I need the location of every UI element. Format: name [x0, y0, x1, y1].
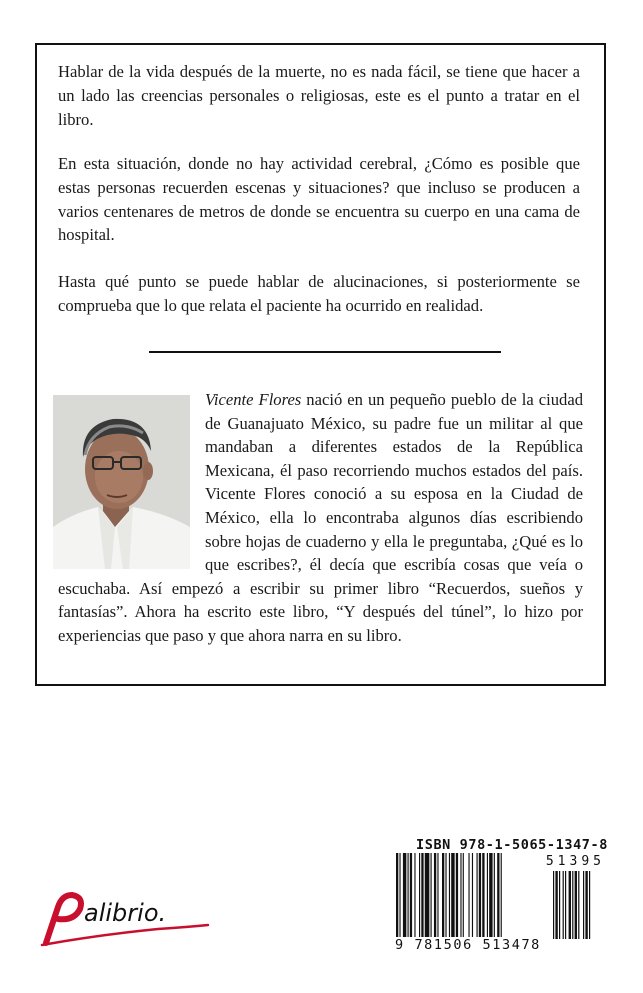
barcode-bar	[425, 853, 430, 937]
barcode-bar	[408, 853, 409, 937]
ean-digits: 9 781506 513478	[395, 937, 541, 953]
barcode-bars	[395, 853, 608, 939]
barcode-bar	[472, 853, 473, 937]
back-cover-blurb-box	[35, 43, 606, 686]
addon-bar	[583, 871, 584, 939]
barcode-bar	[482, 853, 484, 937]
author-name: Vicente Flores	[205, 390, 302, 409]
publisher-logo	[38, 885, 213, 947]
barcode-bar	[451, 853, 454, 937]
blurb-paragraph-3: Hasta qué punto se puede hablar de alucinaciones, si posteriormente se comprueba que lo que relata el paciente ha ocurrido en realidad.	[58, 272, 580, 315]
isbn-label: ISBN 978-1-5065-1347-8	[415, 837, 608, 853]
barcode-bar	[410, 853, 412, 937]
addon-bar	[555, 871, 557, 939]
section-divider	[149, 351, 501, 353]
barcode-bar	[396, 853, 398, 937]
addon-bar	[589, 871, 590, 939]
barcode-bar	[445, 853, 446, 937]
barcode-bar	[494, 853, 495, 937]
barcode-bar	[434, 853, 436, 937]
barcode-bar	[442, 853, 444, 937]
barcode-bar	[421, 853, 423, 937]
barcode-bar	[399, 853, 400, 937]
author-bio	[58, 388, 583, 648]
publisher-wordmark: alibrio.	[84, 899, 167, 927]
blurb-paragraph-2: En esta situación, donde no hay actividad cerebral, ¿Cómo es posible que estas personas recuerden escenas y situaciones? que incluso se producen a varios centenares de metros de donde se encuentra su cuerpo en una cama de hospital.	[58, 154, 580, 245]
addon-bar	[578, 871, 579, 939]
addon-bar	[585, 871, 587, 939]
barcode-bar	[487, 853, 488, 937]
addon-bar	[563, 871, 564, 939]
isbn-addon-digits: 51395	[545, 854, 605, 869]
barcode-bar	[449, 853, 450, 937]
barcode-bar	[460, 853, 461, 937]
barcode-bar	[468, 853, 469, 937]
addon-bar	[565, 871, 566, 939]
isbn-barcode	[395, 837, 608, 957]
barcode-bar	[437, 853, 438, 937]
barcode-bar	[501, 853, 502, 937]
barcode-bar	[431, 853, 432, 937]
palibrio-logo-icon	[38, 885, 213, 947]
barcode-bar	[477, 853, 478, 937]
addon-bar	[559, 871, 560, 939]
addon-bar	[553, 871, 554, 939]
photo-spacer	[58, 388, 205, 576]
barcode-bar	[497, 853, 499, 937]
barcode-bar	[419, 853, 420, 937]
barcode-bar	[456, 853, 458, 937]
addon-bar	[575, 871, 577, 939]
barcode-bar	[479, 853, 481, 937]
barcode-bar	[414, 853, 415, 937]
author-bio-text: nació en un pequeño pueblo de la ciudad de Guanajuato México, su padre fue un militar al que mandaban a diferentes estados de la República Mexicana, él paso recorriendo muchos estados del país. Vicente Flores conoció a su esposa en la Ciudad de México, ella lo encontraba algunos días escribiendo sobre hojas de cuaderno y ella le preguntaba, ¿Qué es lo que escribes?, él decía que escribía cosas que veía o escuchaba. Así empezó a escribir su primer libro “Recuerdos, sueños y fantasías”. Ahora ha escrito este libro, “Y después del túnel”, lo hizo por experiencias que paso y que ahora narra en su libro.	[58, 390, 584, 645]
addon-bar	[572, 871, 573, 939]
addon-bar	[569, 871, 571, 939]
barcode-bar	[403, 853, 406, 937]
blurb-paragraph-1: Hablar de la vida después de la muerte, no es nada fácil, se tiene que hacer a un lado las creencias personales o religiosas, este es el punto a tratar en el libro.	[58, 62, 580, 129]
barcode-bar	[463, 853, 464, 937]
barcode-bar	[489, 853, 492, 937]
